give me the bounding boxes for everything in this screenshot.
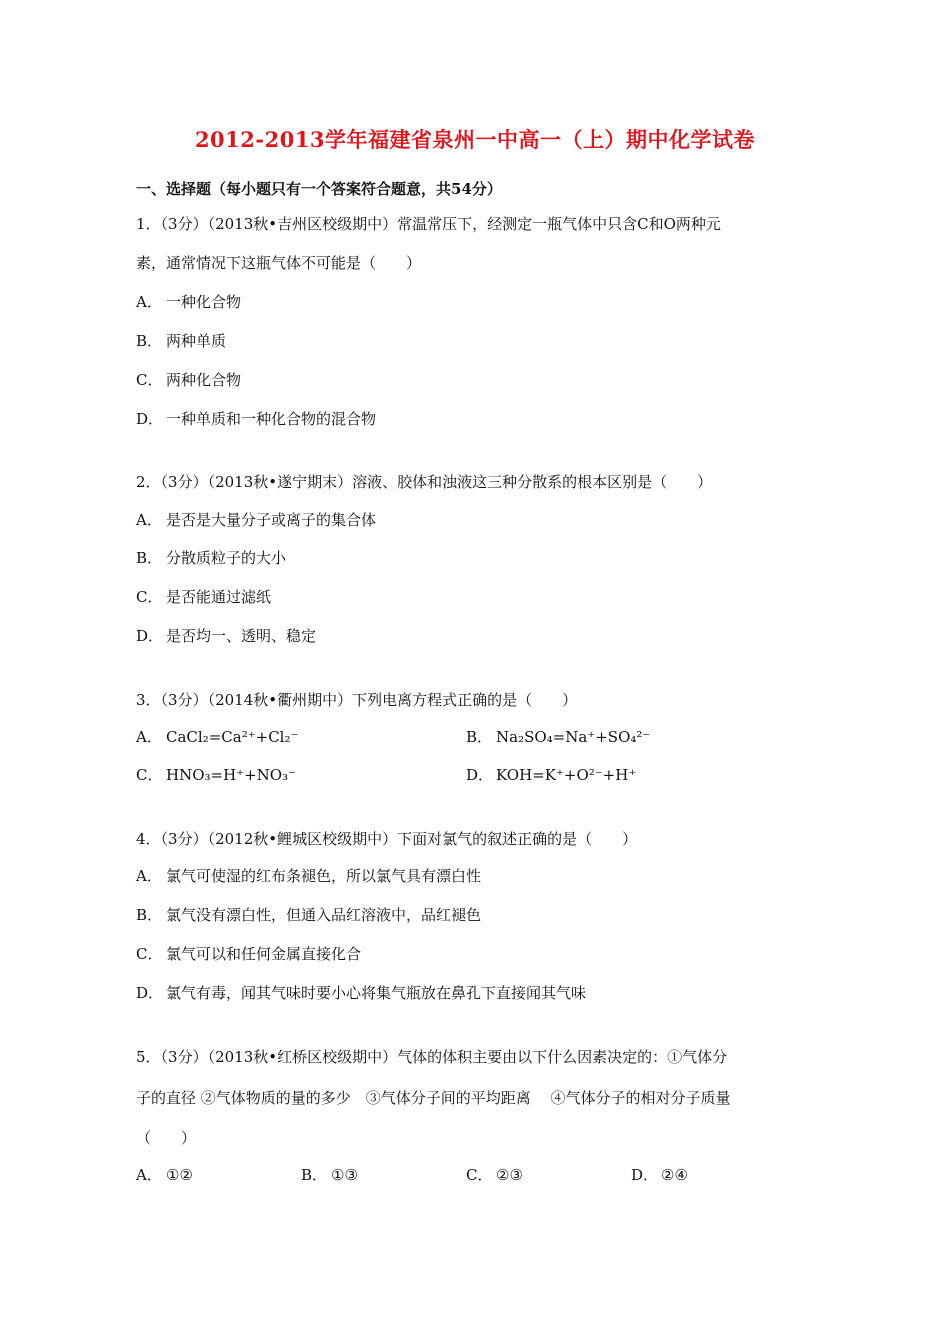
- option-text: 氯气可使湿的红布条褪色，所以氯气具有漂白性: [166, 867, 482, 885]
- question-5-stem-line-3: （ ）: [136, 1129, 197, 1147]
- question-5-option-c: [466, 1164, 523, 1185]
- question-1-option-b: [136, 330, 226, 351]
- option-letter: C．: [136, 371, 163, 389]
- option-text: Na₂SO₄=Na⁺+SO₄²⁻: [496, 728, 651, 746]
- question-1-option-a: [136, 291, 241, 312]
- option-letter: C．: [136, 945, 163, 963]
- option-letter: D．: [136, 984, 164, 1002]
- option-text: 氯气没有漂白性，但通入品红溶液中，品红褪色: [166, 906, 482, 924]
- option-text: 两种化合物: [166, 371, 242, 389]
- question-1-option-d: [136, 408, 376, 429]
- option-text: CaCl₂=Ca²⁺+Cl₂⁻: [166, 728, 299, 746]
- option-text: ①③: [331, 1166, 358, 1184]
- option-text: HNO₃=H⁺+NO₃⁻: [166, 766, 297, 784]
- question-5-stem-line-1: 5．（3分）（2013秋•红桥区校级期中）气体的体积主要由以下什么因素决定的：①气体分: [136, 1048, 728, 1066]
- option-text: 是否均一、透明、稳定: [166, 627, 317, 645]
- option-letter: D．: [136, 410, 164, 428]
- option-letter: B．: [136, 906, 163, 924]
- question-3-option-a: [136, 726, 298, 747]
- question-5-option-a: [136, 1164, 193, 1185]
- option-text: ②④: [661, 1166, 688, 1184]
- option-text: 氯气有毒，闻其气味时要小心将集气瓶放在鼻孔下直接闻其气味: [166, 984, 587, 1002]
- option-text: 是否是大量分子或离子的集合体: [166, 511, 377, 529]
- question-5-option-d: [631, 1164, 688, 1185]
- option-letter: B．: [466, 728, 493, 746]
- option-letter: A．: [136, 1166, 162, 1184]
- question-1-stem-line-2: 素，通常情况下这瓶气体不可能是（ ）: [136, 254, 422, 272]
- option-text: 一种化合物: [166, 293, 242, 311]
- option-letter: C．: [136, 766, 163, 784]
- option-letter: A．: [136, 511, 162, 529]
- question-4-option-c: [136, 943, 361, 964]
- option-letter: B．: [301, 1166, 328, 1184]
- question-4-option-b: [136, 904, 481, 925]
- question-4-option-d: [136, 982, 586, 1003]
- question-2-option-c: [136, 586, 271, 607]
- option-letter: D．: [631, 1166, 659, 1184]
- option-text: 两种单质: [166, 332, 227, 350]
- question-2-option-b: [136, 547, 286, 568]
- option-text: KOH=K⁺+O²⁻+H⁺: [496, 766, 637, 784]
- option-letter: C．: [466, 1166, 493, 1184]
- question-2-option-d: [136, 625, 316, 646]
- option-letter: A．: [136, 867, 162, 885]
- option-text: 分散质粒子的大小: [166, 549, 287, 567]
- option-letter: C．: [136, 588, 163, 606]
- question-3-stem-line-1: 3．（3分）（2014秋•衢州期中）下列电离方程式正确的是（ ）: [136, 691, 578, 709]
- option-letter: B．: [136, 332, 163, 350]
- question-4-option-a: [136, 865, 481, 886]
- option-letter: B．: [136, 549, 163, 567]
- option-text: ②③: [496, 1166, 523, 1184]
- question-1-stem-line-1: 1．（3分）（2013秋•吉州区校级期中）常温常压下，经测定一瓶气体中只含C和O两种元: [136, 215, 721, 233]
- section-heading: 一、选择题（每小题只有一个答案符合题意，共54分）: [136, 180, 502, 198]
- option-letter: A．: [136, 728, 162, 746]
- option-letter: D．: [136, 627, 164, 645]
- exam-title: 2012-2013学年福建省泉州一中高一（上）期中化学试卷: [194, 127, 756, 152]
- option-text: 是否能通过滤纸: [166, 588, 272, 606]
- option-letter: D．: [466, 766, 494, 784]
- question-5-option-b: [301, 1164, 358, 1185]
- question-3-option-d: [466, 764, 636, 785]
- question-4-stem-line-1: 4．（3分）（2012秋•鲤城区校级期中）下面对氯气的叙述正确的是（ ）: [136, 830, 638, 848]
- question-3-option-b: [466, 726, 650, 747]
- option-text: 氯气可以和任何金属直接化合: [166, 945, 362, 963]
- option-text: 一种单质和一种化合物的混合物: [166, 410, 377, 428]
- question-1-option-c: [136, 369, 241, 390]
- question-3-option-c: [136, 764, 296, 785]
- question-5-stem-line-2: 子的直径 ②气体物质的量的多少 ③气体分子间的平均距离 ④气体分子的相对分子质量: [136, 1089, 731, 1107]
- option-letter: A．: [136, 293, 162, 311]
- question-2-stem-line-1: 2．（3分）（2013秋•遂宁期末）溶液、胶体和浊液这三种分散系的根本区别是（ ）: [136, 473, 713, 491]
- question-2-option-a: [136, 509, 376, 530]
- option-text: ①②: [166, 1166, 193, 1184]
